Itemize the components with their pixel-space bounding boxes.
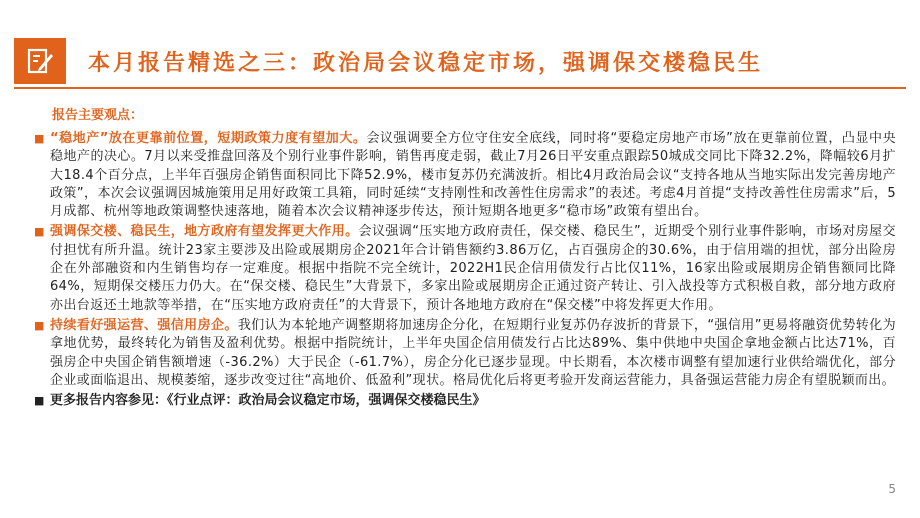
paragraph-highlight: 强调保交楼、稳民生，地方政府有望发挥更大作用。 — [50, 224, 359, 240]
paragraph-delivery — [34, 223, 896, 314]
page-title: 本月报告精选之三：政治局会议稳定市场，强调保交楼稳民生 — [88, 49, 764, 76]
square-bullet-icon: ■ — [34, 132, 45, 145]
report-content — [34, 130, 896, 410]
pencil-notes-icon — [14, 38, 66, 84]
page-number: 5 — [888, 482, 896, 496]
paragraph-body: 会议强调要全方位守住安全底线，同时将“要稳定房地产市场”放在更靠前位置，凸显中央稳地产的决心。7月以来受推盘回落及个别行业事件影响，销售再度走弱，截止7月26日平安重点跟踪50城成交同比下降32.2%，降幅较6月扩大18.4个百分点，上半年百强房企销售面积同比下降52.9%，楼市复苏仍充满波折。相比4月政治局会议“支持各地从当地实际出发完善房地产政策”，本次会议强调因城施策用足用好政策工具箱，同时延续“支持刚性和改善性住房需求”的表述。考虑4月首提“支持改善性住房需求”后，5月成都、杭州等地政策调整快速落地，随着本次会议精神逐步传达，预计短期各地更多“稳市场”政策有望出台。 — [50, 131, 896, 220]
title-bar — [14, 38, 906, 84]
more-reading-text: 更多报告内容参见：《行业点评：政治局会议稳定市场，强调保交楼稳民生》 — [50, 393, 486, 409]
title-underline — [14, 87, 906, 89]
square-bullet-icon: ■ — [34, 394, 45, 408]
paragraph-text — [50, 223, 896, 314]
square-bullet-icon: ■ — [34, 225, 45, 239]
paragraph-text — [50, 317, 896, 390]
more-reading — [34, 392, 896, 410]
section-label: 报告主要观点： — [52, 108, 144, 123]
paragraph-body: 我们认为本轮地产调整期将加速房企分化，在短期行业复苏仍存波折的背景下，“强信用”更易将融资优势转化为拿地优势，最终转化为销售及盈利优势。根据中指院统计，上半年央国企信用债发行占比达89%、集中供地中央国企拿地金额占比达71%，百强房企中央国企销售额增速（-36.2%）大于民企（-61.7%），房企分化已逐步显现。中长期看，本次楼市调整有望加速行业供给端优化，部分企业或面临退出、规模萎缩，逐步改变过往“高地价、低盈利”现状。格局优化后将更考验开发商运营能力，具备强运营能力房企有望脱颖而出。 — [50, 317, 896, 388]
square-bullet-icon: ■ — [34, 318, 45, 332]
paragraph-outlook — [34, 317, 896, 390]
paragraph-highlight: 持续看好强运营、强信用房企。 — [50, 317, 238, 333]
paragraph-highlight: “稳地产”放在更靠前位置，短期政策力度有望加大。 — [50, 131, 367, 146]
paragraph-body: 会议强调“压实地方政府责任，保交楼、稳民生”，近期受个别行业事件影响，市场对房屋交付担忧有所升温。统计23家主要涉及出险或展期房企2021年合计销售额约3.86万亿，占百强房企的30.6%，由于信用端的担忧，部分出险房企在外部融资和内生销售均存一定难度。根据中指院不完全统计，2022H1民企信用债发行占比仅11%，16家出险或展期房企销售额同比降64%，短期保交楼压力仍大。在“保交楼、稳民生”大背景下，多家出险或展期房企正通过资产转让、引入战投等方式积极自救，部分地方政府亦出台返还土地款等举措，在“压实地方政府责任”的大背景下，预计各地地方政府在“保交楼”中将发挥更大作用。 — [50, 224, 897, 313]
paragraph-policy — [34, 130, 896, 221]
paragraph-text — [50, 130, 896, 221]
